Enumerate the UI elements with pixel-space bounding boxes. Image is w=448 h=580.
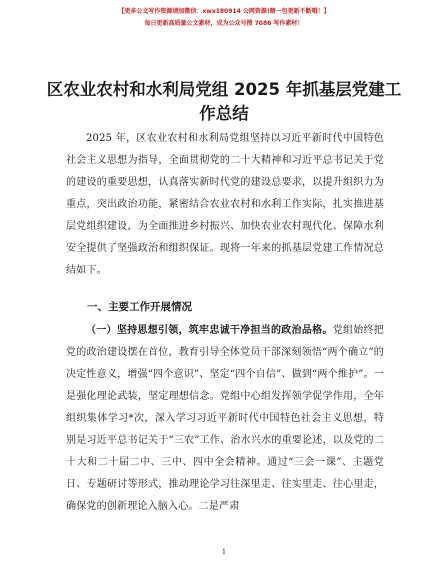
page-number: 1 <box>221 548 227 556</box>
sub-body-text: 党组始终把党的政治建设摆在首位，教育引导全体党员干部深刻领悟“两个确立”的决定性意义，增强“四个意识”、坚定“四个自信”、做到“两个维护”。一是强化理论武装，坚定理想信念。党组中心组发挥领学促学作用，全年组织集体学习*次，深入学习习近平新时代中国特色社会主义思想，特别是习近平总书记关于“三农”工作、治水兴水的重要论述，以及党的二十大和二十届二中、三中、四中全会精神。通过“三会一课”、主题党日、专题研讨等形式，推动理论学习往深里走、往实里走、往心里走，确保党的创新理论入脑入心。二是严肃 <box>66 325 384 512</box>
document-title: 区农业农村和水利局党组 2025 年抓基层党建工作总结 <box>46 80 402 123</box>
promo-banner-line-1: 【更多公文写作资源请加微信：xwx180914 公网资源!瞎一包更新不断哦！】 <box>118 8 330 15</box>
intro-paragraph: 2025 年，区农业农村和水利局党组坚持以习近平新时代中国特色社会主义思想为指导，全面贯彻党的二十大精神和习近平总书记关于党的建设的重要思想，认真落实新时代党的建设总要求，以提升组织力为重点，突出政治功能，紧密结合农业农村和水利工作实际，扎实推进基层党组织建设，为全面推进乡村振兴、加快农业农村现代化、保障水利安全提供了坚强政治和组织保证。现将一年来的抓基层党建工作情况总结如下。 <box>66 133 384 276</box>
sub-heading: （一）坚持思想引领，筑牢忠诚干净担当的政治品格。 <box>86 325 333 336</box>
section-paragraph <box>66 320 384 518</box>
section-heading: 一、主要工作开展情况 <box>87 301 192 313</box>
promo-banner-line-2: 每日更新高质量公文素材，成为公众号搜 7086 写作素材！ <box>144 20 304 27</box>
